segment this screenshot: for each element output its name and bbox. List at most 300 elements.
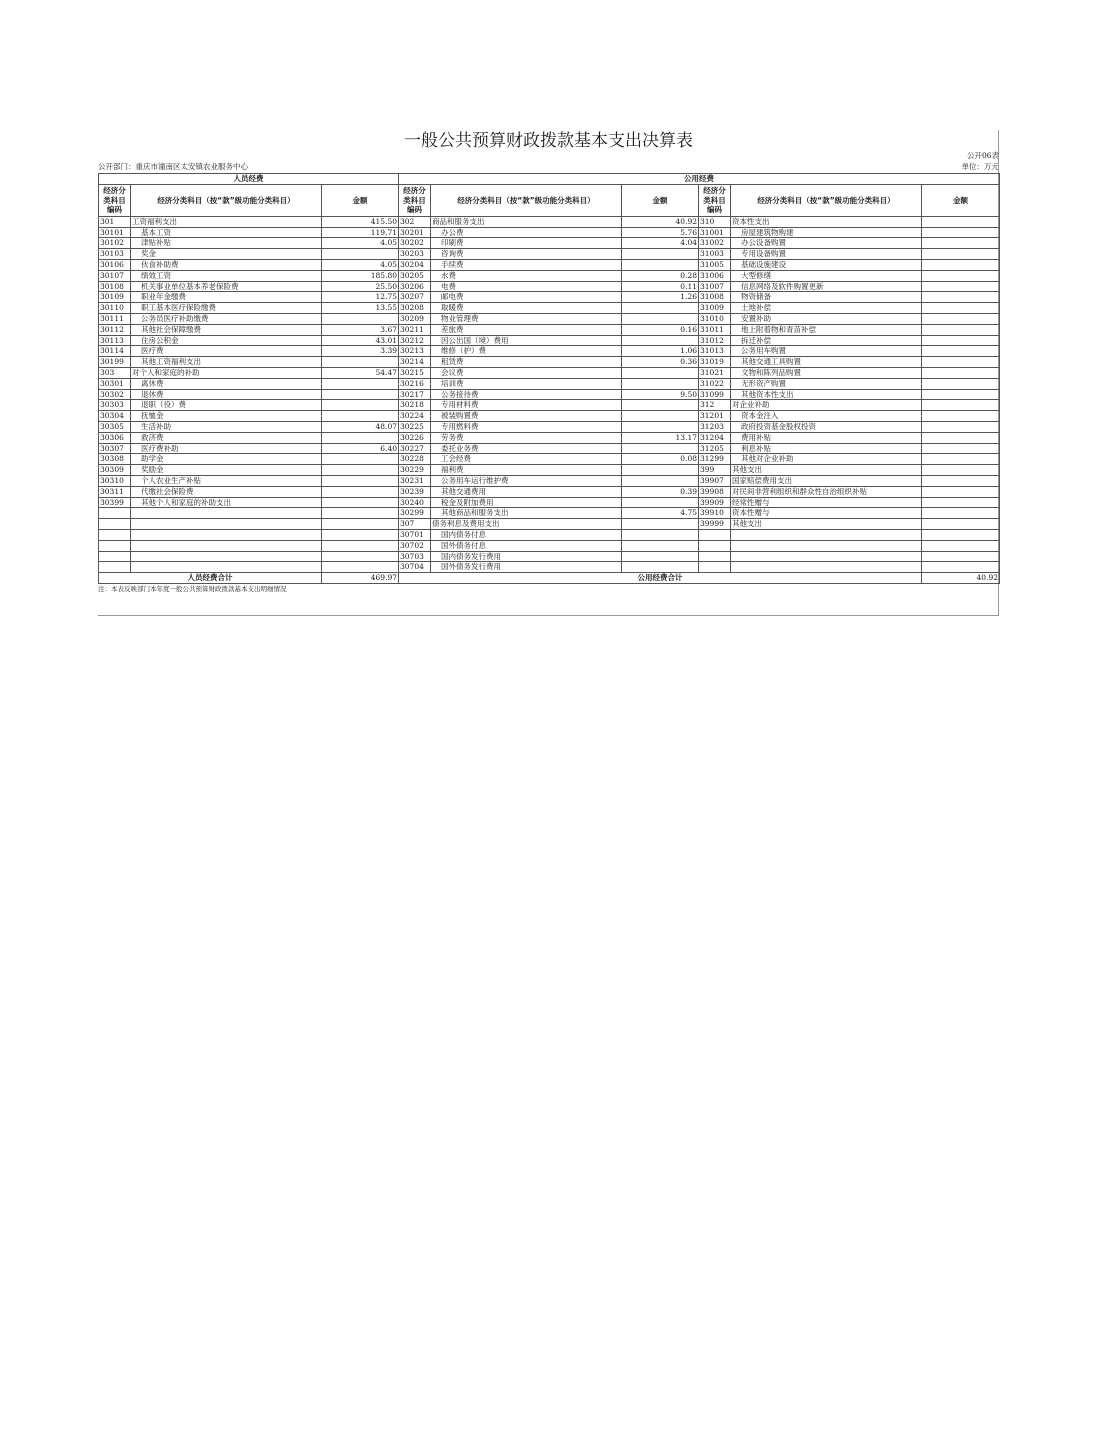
- cell-name: 其他交通工具购置: [731, 357, 922, 368]
- cell-code: 30224: [399, 411, 431, 422]
- cell-name: 无形资产购置: [731, 378, 922, 389]
- cell-amount: [922, 270, 1000, 281]
- cell-name: 专用燃料费: [431, 421, 622, 432]
- cell-amount: 0.08: [622, 454, 699, 465]
- cell-code: 30111: [99, 313, 131, 324]
- unit-label: 单位：万元: [961, 162, 999, 171]
- cell-code: 30229: [399, 465, 431, 476]
- cell-amount: 0.39: [622, 486, 699, 497]
- cell-name: 劳务费: [431, 432, 622, 443]
- col-header-code: 经济分类科目编码: [699, 184, 731, 216]
- totals-row: [99, 573, 1000, 584]
- cell-name: 退职（役）费: [131, 400, 322, 411]
- personnel-total-value: 469.97: [322, 573, 399, 584]
- cell-amount: 1.06: [622, 346, 699, 357]
- cell-amount: 185.80: [322, 270, 399, 281]
- cell-code: 31003: [699, 249, 731, 260]
- cell-name: 培训费: [431, 378, 622, 389]
- cell-name: 委托业务费: [431, 443, 622, 454]
- cell-amount: [922, 540, 1000, 551]
- table-row: [99, 519, 1000, 530]
- cell-amount: [922, 227, 1000, 238]
- cell-name: [731, 529, 922, 540]
- cell-code: 30209: [399, 313, 431, 324]
- cell-code: 30216: [399, 378, 431, 389]
- cell-code: 31299: [699, 454, 731, 465]
- cell-code: [699, 529, 731, 540]
- cell-amount: [622, 335, 699, 346]
- cell-amount: [322, 389, 399, 400]
- table-row: [99, 508, 1000, 519]
- cell-code: 30303: [99, 400, 131, 411]
- cell-amount: 54.47: [322, 367, 399, 378]
- table-row: [99, 443, 1000, 454]
- cell-name: 办公费: [431, 227, 622, 238]
- cell-code: 31006: [699, 270, 731, 281]
- cell-name: 水费: [431, 270, 622, 281]
- cell-code: 30101: [99, 227, 131, 238]
- cell-code: 30310: [99, 475, 131, 486]
- table-row: [99, 465, 1000, 476]
- table-row: [99, 313, 1000, 324]
- cell-name: 伙食补助费: [131, 259, 322, 270]
- cell-amount: [922, 519, 1000, 530]
- cell-name: 维修（护）费: [431, 346, 622, 357]
- cell-amount: [922, 421, 1000, 432]
- cell-name: 其他工资福利支出: [131, 357, 322, 368]
- cell-name: 电费: [431, 281, 622, 292]
- cell-amount: [322, 432, 399, 443]
- cell-code: 30199: [99, 357, 131, 368]
- cell-amount: [922, 216, 1000, 227]
- cell-name: 文物和陈列品购置: [731, 367, 922, 378]
- cell-amount: [922, 529, 1000, 540]
- cell-amount: [622, 529, 699, 540]
- table-row: [99, 281, 1000, 292]
- col-header-name: 经济分类科目（按“款”级功能分类科目）: [131, 184, 322, 216]
- cell-amount: 4.05: [322, 259, 399, 270]
- cell-code: 30307: [99, 443, 131, 454]
- cell-amount: [622, 411, 699, 422]
- cell-name: 生活补助: [131, 421, 322, 432]
- report-title: 一般公共预算财政拨款基本支出决算表: [404, 131, 693, 151]
- cell-amount: [322, 357, 399, 368]
- table-row: [99, 497, 1000, 508]
- cell-name: 取暖费: [431, 303, 622, 314]
- public-total-value: 40.92: [922, 573, 1000, 584]
- cell-code: 30212: [399, 335, 431, 346]
- cell-name: 资本性赠与: [731, 508, 922, 519]
- cell-name: [131, 508, 322, 519]
- cell-name: 物业管理费: [431, 313, 622, 324]
- cell-code: 31007: [699, 281, 731, 292]
- cell-code: 30201: [399, 227, 431, 238]
- cell-amount: [922, 281, 1000, 292]
- cell-name: [731, 551, 922, 562]
- table-row: [99, 454, 1000, 465]
- cell-amount: 12.75: [322, 292, 399, 303]
- cell-amount: [322, 411, 399, 422]
- cell-name: 离休费: [131, 378, 322, 389]
- table-row: [99, 259, 1000, 270]
- cell-amount: 13.17: [622, 432, 699, 443]
- table-row: [99, 249, 1000, 260]
- cell-code: 312: [699, 400, 731, 411]
- cell-code: 30110: [99, 303, 131, 314]
- cell-code: 31013: [699, 346, 731, 357]
- cell-amount: [922, 400, 1000, 411]
- table-row: [99, 529, 1000, 540]
- cell-amount: [322, 519, 399, 530]
- cell-code: 30205: [399, 270, 431, 281]
- cell-code: 30226: [399, 432, 431, 443]
- table-row: [99, 346, 1000, 357]
- cell-code: 39909: [699, 497, 731, 508]
- cell-amount: 13.55: [322, 303, 399, 314]
- table-row: [99, 303, 1000, 314]
- cell-code: 31022: [699, 378, 731, 389]
- cell-code: 30214: [399, 357, 431, 368]
- cell-name: 差旅费: [431, 324, 622, 335]
- cell-amount: 25.50: [322, 281, 399, 292]
- cell-name: 会议费: [431, 367, 622, 378]
- cell-code: 39910: [699, 508, 731, 519]
- cell-name: 被装购置费: [431, 411, 622, 422]
- cell-name: 基础设施建设: [731, 259, 922, 270]
- cell-code: 30225: [399, 421, 431, 432]
- cell-name: 因公出国（境）费用: [431, 335, 622, 346]
- cell-amount: 3.67: [322, 324, 399, 335]
- cell-amount: [922, 465, 1000, 476]
- section-header-row: [99, 174, 1000, 185]
- public-total-label: 公用经费合计: [399, 573, 922, 584]
- cell-code: 30299: [399, 508, 431, 519]
- cell-amount: 4.04: [622, 238, 699, 249]
- cell-code: 30211: [399, 324, 431, 335]
- cell-amount: [922, 411, 1000, 422]
- cell-code: [99, 540, 131, 551]
- cell-name: 工会经费: [431, 454, 622, 465]
- table-row: [99, 432, 1000, 443]
- cell-name: 专用设备购置: [731, 249, 922, 260]
- cell-amount: 5.76: [622, 227, 699, 238]
- cell-code: 399: [699, 465, 731, 476]
- cell-amount: [622, 465, 699, 476]
- cell-code: 30701: [399, 529, 431, 540]
- cell-amount: [322, 540, 399, 551]
- cell-name: 资本金注入: [731, 411, 922, 422]
- table-row: [99, 367, 1000, 378]
- cell-amount: 415.50: [322, 216, 399, 227]
- cell-amount: [322, 562, 399, 573]
- cell-name: [731, 540, 922, 551]
- column-header-row: [99, 184, 1000, 216]
- cell-code: 30704: [399, 562, 431, 573]
- cell-code: [699, 562, 731, 573]
- cell-code: [99, 508, 131, 519]
- cell-name: [131, 529, 322, 540]
- cell-name: 其他交通费用: [431, 486, 622, 497]
- cell-code: [99, 529, 131, 540]
- cell-code: 303: [99, 367, 131, 378]
- cell-name: 地上附着物和青苗补偿: [731, 324, 922, 335]
- cell-code: 31021: [699, 367, 731, 378]
- cell-amount: [922, 508, 1000, 519]
- cell-name: 公务用车购置: [731, 346, 922, 357]
- cell-amount: [922, 367, 1000, 378]
- cell-code: [99, 519, 131, 530]
- cell-name: 住房公积金: [131, 335, 322, 346]
- cell-name: 其他对企业补助: [731, 454, 922, 465]
- footnote: 注：本表反映部门本年度一般公共预算财政拨款基本支出明细情况: [98, 585, 287, 593]
- cell-code: [699, 540, 731, 551]
- table-row: [99, 475, 1000, 486]
- cell-code: 30108: [99, 281, 131, 292]
- col-header-code: 经济分类科目编码: [399, 184, 431, 216]
- cell-code: 31201: [699, 411, 731, 422]
- cell-amount: [622, 303, 699, 314]
- cell-code: 31005: [699, 259, 731, 270]
- cell-name: 信息网络及软件购置更新: [731, 281, 922, 292]
- cell-name: [731, 562, 922, 573]
- cell-name: [131, 551, 322, 562]
- cell-code: 31009: [699, 303, 731, 314]
- cell-code: 31204: [699, 432, 731, 443]
- cell-amount: [322, 378, 399, 389]
- cell-amount: 40.92: [622, 216, 699, 227]
- cell-amount: [922, 292, 1000, 303]
- cell-code: 30109: [99, 292, 131, 303]
- cell-amount: [322, 475, 399, 486]
- cell-amount: [922, 475, 1000, 486]
- col-header-name: 经济分类科目（按“款”级功能分类科目）: [731, 184, 922, 216]
- cell-amount: 6.40: [322, 443, 399, 454]
- cell-amount: [622, 519, 699, 530]
- cell-name: 代缴社会保险费: [131, 486, 322, 497]
- cell-amount: [322, 249, 399, 260]
- cell-amount: 0.28: [622, 270, 699, 281]
- cell-amount: [622, 259, 699, 270]
- cell-amount: [622, 475, 699, 486]
- section-public: 公用经费: [399, 174, 1000, 185]
- cell-code: 30208: [399, 303, 431, 314]
- cell-amount: 43.01: [322, 335, 399, 346]
- cell-name: 奖励金: [131, 465, 322, 476]
- cell-name: 机关事业单位基本养老保险费: [131, 281, 322, 292]
- cell-amount: 48.07: [322, 421, 399, 432]
- table-row: [99, 357, 1000, 368]
- cell-name: 其他支出: [731, 519, 922, 530]
- cell-name: 职工基本医疗保险缴费: [131, 303, 322, 314]
- col-header-amount: 金额: [322, 184, 399, 216]
- cell-amount: [322, 313, 399, 324]
- cell-name: 资本性支出: [731, 216, 922, 227]
- cell-name: 土地补偿: [731, 303, 922, 314]
- cell-code: 39908: [699, 486, 731, 497]
- expenditure-table: [98, 173, 1000, 584]
- cell-code: 39907: [699, 475, 731, 486]
- cell-amount: [622, 540, 699, 551]
- cell-name: 公务接待费: [431, 389, 622, 400]
- cell-code: 30301: [99, 378, 131, 389]
- cell-code: 30702: [399, 540, 431, 551]
- cell-code: 30203: [399, 249, 431, 260]
- cell-amount: [622, 249, 699, 260]
- cell-code: 310: [699, 216, 731, 227]
- cell-amount: [922, 389, 1000, 400]
- cell-code: 31002: [699, 238, 731, 249]
- cell-name: 助学金: [131, 454, 322, 465]
- cell-amount: [622, 551, 699, 562]
- cell-amount: [622, 367, 699, 378]
- cell-name: 税金及附加费用: [431, 497, 622, 508]
- cell-code: 30102: [99, 238, 131, 249]
- cell-name: 费用补贴: [731, 432, 922, 443]
- table-row: [99, 292, 1000, 303]
- cell-code: 30217: [399, 389, 431, 400]
- cell-name: 国内债务发行费用: [431, 551, 622, 562]
- cell-amount: [622, 497, 699, 508]
- cell-amount: 4.05: [322, 238, 399, 249]
- cell-code: 30218: [399, 400, 431, 411]
- cell-name: 经常性赠与: [731, 497, 922, 508]
- cell-amount: [322, 486, 399, 497]
- cell-name: 公务用车运行维护费: [431, 475, 622, 486]
- cell-amount: [922, 562, 1000, 573]
- cell-amount: [922, 303, 1000, 314]
- cell-name: 津贴补贴: [131, 238, 322, 249]
- cell-amount: [622, 443, 699, 454]
- cell-name: 其他支出: [731, 465, 922, 476]
- table-row: [99, 411, 1000, 422]
- cell-amount: [622, 562, 699, 573]
- cell-name: 印刷费: [431, 238, 622, 249]
- cell-name: 奖金: [131, 249, 322, 260]
- cell-name: 咨询费: [431, 249, 622, 260]
- cell-name: 工资福利支出: [131, 216, 322, 227]
- col-header-name: 经济分类科目（按“款”级功能分类科目）: [431, 184, 622, 216]
- cell-name: 福利费: [431, 465, 622, 476]
- cell-amount: [922, 335, 1000, 346]
- cell-amount: [322, 551, 399, 562]
- cell-code: 30311: [99, 486, 131, 497]
- cell-name: 国外债务发行费用: [431, 562, 622, 573]
- cell-code: 30239: [399, 486, 431, 497]
- cell-name: 安置补助: [731, 313, 922, 324]
- cell-code: [99, 562, 131, 573]
- table-row: [99, 238, 1000, 249]
- cell-code: 30204: [399, 259, 431, 270]
- cell-code: 301: [99, 216, 131, 227]
- cell-name: 医疗费补助: [131, 443, 322, 454]
- table-row: [99, 378, 1000, 389]
- table-row: [99, 324, 1000, 335]
- cell-code: 31099: [699, 389, 731, 400]
- department-label: 公开部门：重庆市潼南区太安镇农业服务中心: [98, 162, 248, 171]
- cell-amount: [622, 313, 699, 324]
- cell-code: 302: [399, 216, 431, 227]
- cell-code: 31203: [699, 421, 731, 432]
- cell-name: 办公设备购置: [731, 238, 922, 249]
- table-row: [99, 486, 1000, 497]
- cell-name: [131, 519, 322, 530]
- cell-name: 其他商品和服务支出: [431, 508, 622, 519]
- cell-amount: 3.39: [322, 346, 399, 357]
- cell-amount: [922, 497, 1000, 508]
- table-row: [99, 562, 1000, 573]
- cell-amount: [322, 454, 399, 465]
- col-header-code: 经济分类科目编码: [99, 184, 131, 216]
- cell-code: 30103: [99, 249, 131, 260]
- cell-name: 退休费: [131, 389, 322, 400]
- cell-code: 31008: [699, 292, 731, 303]
- cell-name: [131, 562, 322, 573]
- cell-name: 救济费: [131, 432, 322, 443]
- cell-amount: 119.71: [322, 227, 399, 238]
- cell-name: 手续费: [431, 259, 622, 270]
- cell-amount: [922, 443, 1000, 454]
- table-row: [99, 389, 1000, 400]
- cell-name: 绩效工资: [131, 270, 322, 281]
- cell-code: [699, 551, 731, 562]
- cell-amount: [922, 238, 1000, 249]
- table-row: [99, 421, 1000, 432]
- table-row: [99, 551, 1000, 562]
- cell-amount: [322, 529, 399, 540]
- cell-amount: 0.36: [622, 357, 699, 368]
- cell-code: 30240: [399, 497, 431, 508]
- cell-name: 对民间非营利组织和群众性自治组织补贴: [731, 486, 922, 497]
- cell-amount: [922, 432, 1000, 443]
- cell-name: 房屋建筑物购建: [731, 227, 922, 238]
- cell-code: 30206: [399, 281, 431, 292]
- cell-amount: [922, 357, 1000, 368]
- cell-amount: [922, 313, 1000, 324]
- cell-name: 其他社会保障缴费: [131, 324, 322, 335]
- table-row: [99, 216, 1000, 227]
- cell-code: 30703: [399, 551, 431, 562]
- cell-amount: 0.11: [622, 281, 699, 292]
- table-row: [99, 335, 1000, 346]
- cell-amount: [922, 324, 1000, 335]
- cell-amount: [322, 400, 399, 411]
- cell-name: 商品和服务支出: [431, 216, 622, 227]
- cell-code: 30302: [99, 389, 131, 400]
- cell-code: 30308: [99, 454, 131, 465]
- cell-amount: [922, 346, 1000, 357]
- cell-name: 大型修缮: [731, 270, 922, 281]
- cell-amount: [322, 465, 399, 476]
- cell-name: 抚恤金: [131, 411, 322, 422]
- form-code: 公开06表: [966, 151, 999, 160]
- cell-name: 个人农业生产补贴: [131, 475, 322, 486]
- cell-name: 国外债务付息: [431, 540, 622, 551]
- cell-name: 利息补贴: [731, 443, 922, 454]
- bottom-border-line: [98, 615, 999, 616]
- cell-amount: 0.16: [622, 324, 699, 335]
- cell-code: 30114: [99, 346, 131, 357]
- cell-name: 国内债务付息: [431, 529, 622, 540]
- col-header-amount: 金额: [922, 184, 1000, 216]
- cell-code: 30304: [99, 411, 131, 422]
- cell-name: 政府投资基金股权投资: [731, 421, 922, 432]
- cell-name: [131, 540, 322, 551]
- cell-name: 拆迁补偿: [731, 335, 922, 346]
- cell-amount: [322, 508, 399, 519]
- cell-name: 物资储备: [731, 292, 922, 303]
- cell-code: 30309: [99, 465, 131, 476]
- cell-amount: [922, 259, 1000, 270]
